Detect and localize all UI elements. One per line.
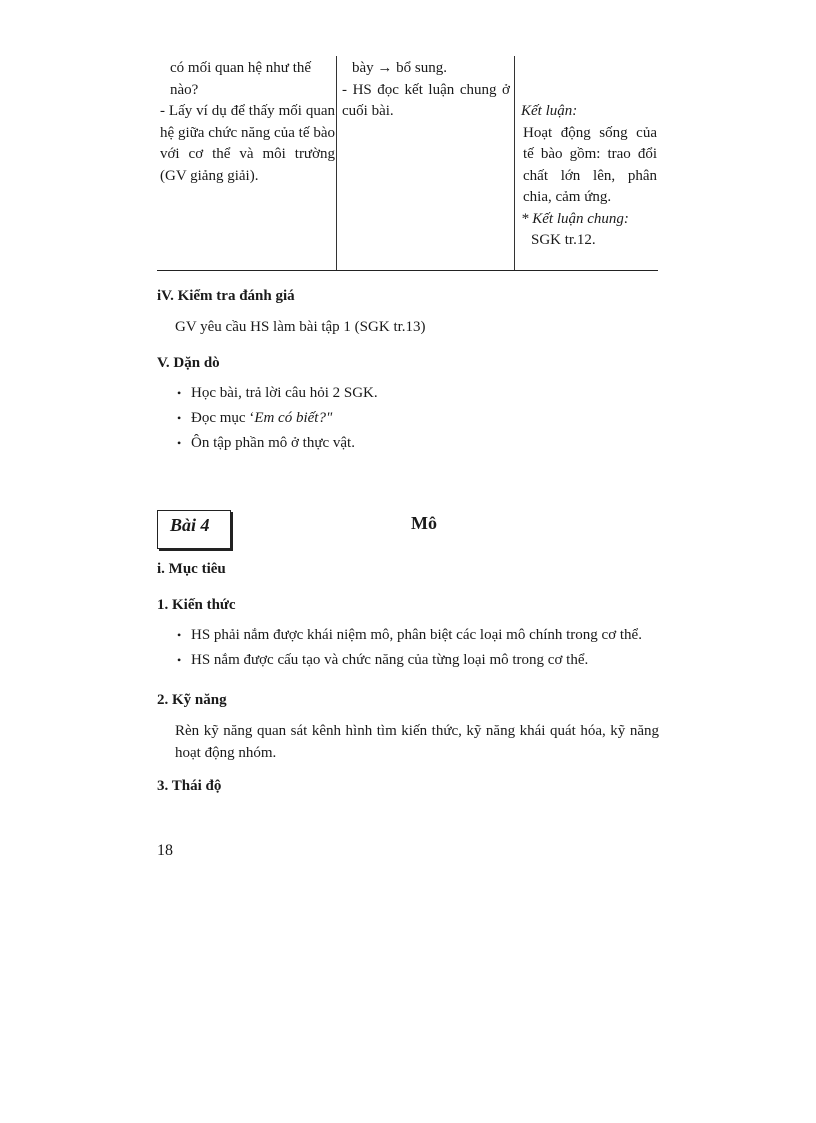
section-v-heading: V. Dặn dò: [157, 355, 220, 371]
teacher-activity-column: [160, 58, 335, 187]
attitude-heading: 3. Thái độ: [157, 778, 222, 794]
list-item: • Ôn tập phần mô ở thực vật.: [175, 432, 655, 454]
teacher-text: - Lấy ví dụ để thấy mối quan hệ giữa chức năng của tế bào với cơ thể và môi trường (GV giảng giải).: [160, 103, 335, 184]
student-text: - HS đọc kết luận chung ở cuối bài.: [342, 81, 510, 119]
skills-heading: 2. Kỹ năng: [157, 692, 227, 708]
skills-text: Rèn kỹ năng quan sát kênh hình tìm kiến thức, kỹ năng khái quát hóa, kỹ năng hoạt động nhóm.: [175, 723, 659, 761]
conclusion-text: Hoạt động sống của tế bào gồm: trao đổi chất lớn lên, phân chia, cảm ứng.: [523, 124, 657, 205]
section-iv-heading: iV. Kiểm tra đánh giá: [157, 288, 295, 304]
column-divider: [336, 56, 337, 270]
conclusion-label: Kết luận:: [521, 103, 578, 119]
student-activity-column: [342, 58, 510, 123]
section-iv-text: GV yêu cầu HS làm bài tập 1 (SGK tr.13): [175, 319, 426, 335]
general-conclusion-label: * Kết luận chung:: [521, 210, 629, 227]
content-column: [521, 101, 657, 252]
objectives-heading: i. Mục tiêu: [157, 561, 226, 577]
lesson-table: [157, 56, 658, 271]
list-item: • Đọc mục ‘Em có biết?": [175, 407, 655, 429]
teacher-text: có mối quan hệ như thế nào?: [170, 60, 312, 98]
list-item: • HS phải nắm được khái niệm mô, phân biệt các loại mô chính trong cơ thể.: [175, 624, 659, 646]
homework-list: [175, 382, 655, 457]
list-item: • Học bài, trả lời câu hỏi 2 SGK.: [175, 382, 655, 404]
lesson-label: Bài 4: [170, 515, 210, 535]
lesson-label-box: [157, 510, 231, 549]
page-number: 18: [157, 842, 173, 859]
student-text: bày → bổ sung.: [352, 60, 447, 76]
lesson-title: Mô: [411, 513, 437, 533]
knowledge-list: [175, 624, 659, 674]
list-item: • HS nắm được cấu tạo và chức năng của từng loại mô trong cơ thể.: [175, 649, 659, 671]
general-conclusion-text: SGK tr.12.: [531, 232, 596, 248]
knowledge-heading: 1. Kiến thức: [157, 597, 236, 613]
column-divider: [514, 56, 515, 270]
